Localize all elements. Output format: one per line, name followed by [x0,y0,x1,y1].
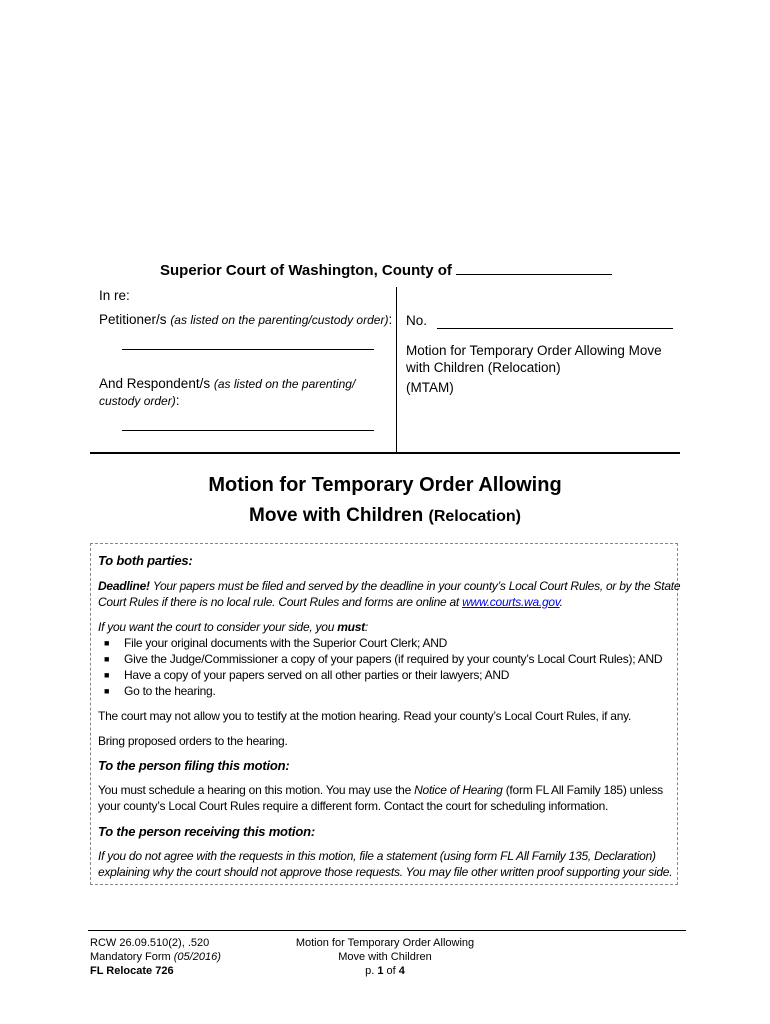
doc-title-line2: with Children (Relocation) [406,360,561,375]
deadline-text: Your papers must be filed and served by the deadline in your county’s Local Court Rules, or by the State [152,579,681,593]
deadline-line2 [98,595,563,609]
respondent-name-line[interactable] [122,430,374,431]
bullet-marker: ■ [104,670,110,680]
page-of: of [386,965,396,977]
bullet-item: Give the Judge/Commissioner a copy of your papers (if required by your county’s Local Court Rules); AND [124,652,663,666]
footer-mandatory [90,950,221,964]
petitioner-note: (as listed on the parenting/custody order) [170,313,389,327]
deadline-period: . [559,595,563,609]
footer-rule [88,930,686,931]
receiving-heading: To the person receiving this motion: [98,824,315,839]
respondent-note-2: custody order) [99,394,176,408]
respondent-colon: : [175,393,180,408]
filing-line2: your county’s Local Court Rules require a different form. Contact the court for scheduling information. [98,799,609,813]
bullet-marker: ■ [104,638,110,648]
court-title-text: Superior Court of Washington, County of [160,262,452,279]
page-title-line1: Motion for Temporary Order Allowing [208,474,562,496]
consider-colon: : [364,620,368,634]
footer-title-1: Motion for Temporary Order Allowing [295,937,475,949]
receiving-line1: If you do not agree with the requests in this motion, file a statement (using form FL All Family 135, Declaration) [98,849,656,863]
bullet-item: Have a copy of your papers served on all other parties or their lawyers; AND [124,668,510,682]
footer-title-2: Move with Children [338,951,432,963]
consider-intro: If you want the court to consider your side, you [98,620,335,634]
receiving-line2: explaining why the court should not approve those requests. You may file other written proof supporting your side. [98,865,673,879]
bullet-item: Go to the hearing. [124,684,216,698]
respondent-label [99,376,355,391]
consider-line [98,620,368,634]
deadline-line1 [98,579,680,593]
doc-title-line1: Motion for Temporary Order Allowing Move [406,343,662,358]
bring-orders-text: Bring proposed orders to the hearing. [98,734,288,748]
page-total: 4 [398,965,405,977]
county-blank[interactable] [456,262,612,275]
filing-line1c: (form FL All Family 185) unless [505,783,663,797]
consider-must: must [337,620,365,634]
petitioner-label [99,312,392,327]
petitioner-label-text: Petitioner/s [99,312,167,327]
bullet-marker: ■ [104,686,110,696]
footer-mandatory-date: (05/2016) [173,951,221,963]
both-parties-heading: To both parties: [98,553,193,568]
filing-line1a: You must schedule a hearing on this motion. You may use the [98,783,412,797]
footer-page-number [270,964,500,978]
court-title [160,262,612,279]
courts-link[interactable]: www.courts.wa.gov [462,595,560,609]
testify-text: The court may not allow you to testify at the motion hearing. Read your county’s Local Court Rules, if any. [98,709,632,723]
page-title-line2 [0,505,770,527]
respondent-note-line2 [99,393,179,408]
page-title-main: Move with Children [249,505,424,526]
deadline-text-2: Court Rules if there is no local rule. Court Rules and forms are online at [98,595,460,609]
deadline-label: Deadline! [98,579,150,593]
in-re-label: In re: [99,288,130,303]
caption-divider-vertical [396,287,397,453]
bullet-item: File your original documents with the Superior Court Clerk; AND [124,636,448,650]
page-current: 1 [377,965,384,977]
respondent-note-1: (as listed on the parenting/ [213,377,356,391]
case-no-line[interactable] [437,328,673,329]
filing-heading: To the person filing this motion: [98,758,290,773]
petitioner-name-line[interactable] [122,349,374,350]
bullet-marker: ■ [104,654,110,664]
caption-divider-horizontal [90,452,680,454]
petitioner-colon: : [388,312,393,327]
footer-rcw: RCW 26.09.510(2), .520 [90,937,210,949]
footer-mandatory-label: Mandatory Form [90,951,171,963]
page-title-relocation: (Relocation) [428,508,521,525]
doc-code: (MTAM) [406,380,454,395]
footer-form-id: FL Relocate 726 [90,965,174,977]
page-prefix: p. [365,965,375,977]
case-no-label: No. [406,313,428,328]
filing-line1 [98,783,663,797]
filing-line1b: Notice of Hearing [414,783,503,797]
respondent-label-text: And Respondent/s [99,376,211,391]
